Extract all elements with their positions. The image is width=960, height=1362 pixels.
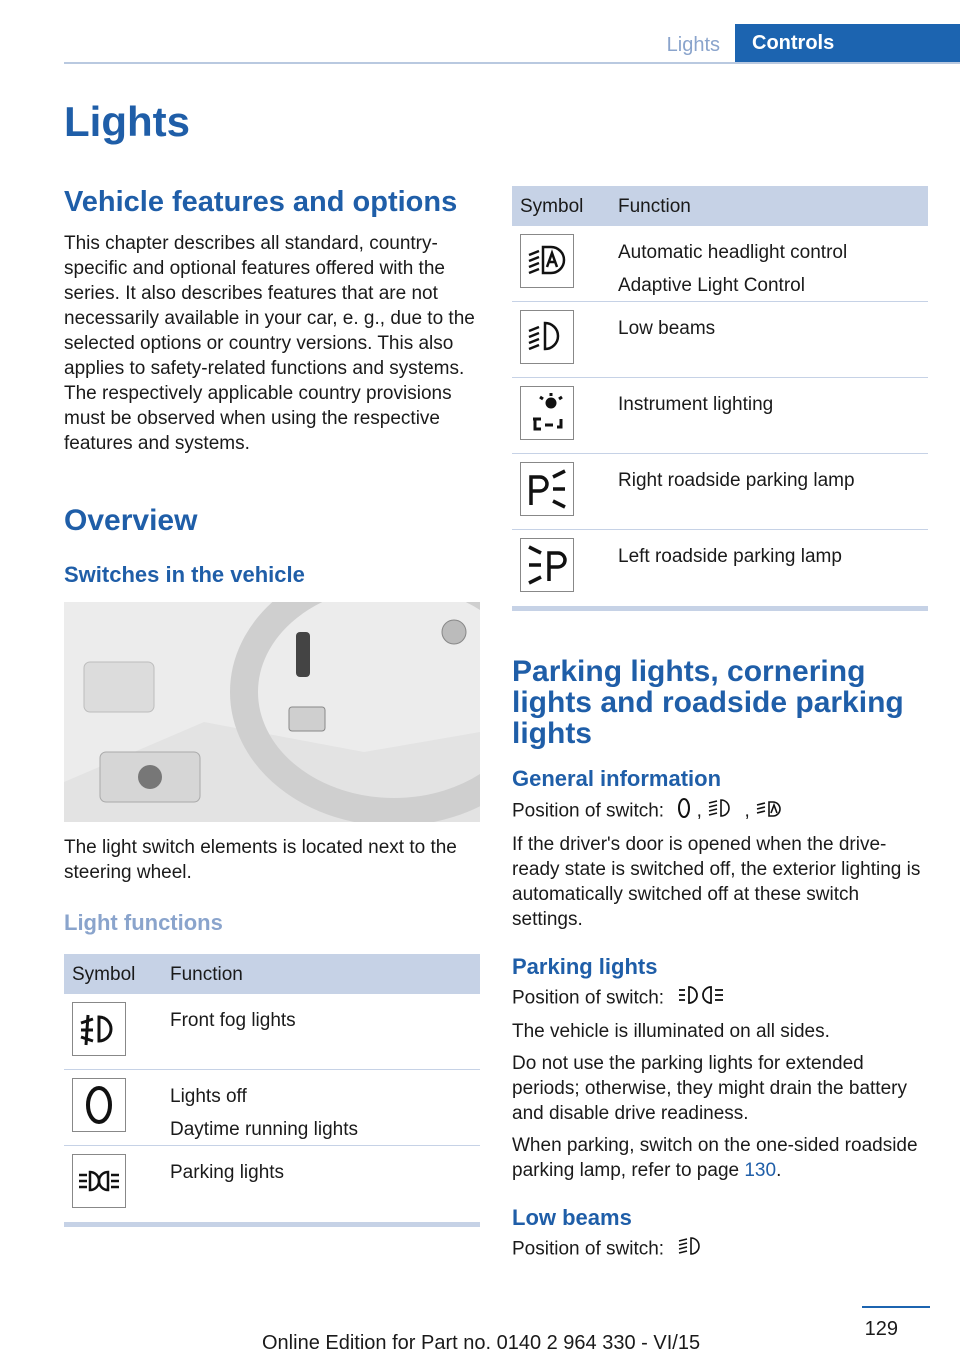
right-parking-lamp-icon xyxy=(520,462,574,516)
parking-text-1: The vehicle is illuminated on all sides. xyxy=(512,1021,830,1042)
function-label: Parking lights xyxy=(170,1162,285,1183)
low-beams-heading: Low beams xyxy=(512,1205,632,1230)
table-row xyxy=(64,1070,480,1146)
switch-caption: The light switch elements is located next to the steering wheel. xyxy=(64,837,457,883)
parking-lights-heading: Parking lights xyxy=(512,954,658,979)
table-row xyxy=(512,378,928,454)
low-beams-icon xyxy=(520,310,574,364)
parking-position-text xyxy=(512,984,932,1013)
position-label: Position of switch: xyxy=(512,987,665,1009)
instrument-lighting-icon xyxy=(520,386,574,440)
function-label: Adaptive Light Control xyxy=(618,275,805,296)
position-label: Position of switch: xyxy=(512,800,665,822)
automatic-headlight-icon xyxy=(520,234,574,288)
function-label: Front fog lights xyxy=(170,1010,296,1031)
page-reference-link[interactable]: 130 xyxy=(744,1160,777,1181)
table-row xyxy=(64,1146,480,1221)
parking-text-3-end: . xyxy=(776,1160,782,1181)
function-label: Lights off xyxy=(170,1086,247,1107)
table-row xyxy=(512,454,928,530)
table-row xyxy=(512,226,928,302)
general-information-heading: General information xyxy=(512,766,722,791)
position-label: Position of switch: xyxy=(512,1238,665,1260)
table-row xyxy=(64,994,480,1070)
function-label: Low beams xyxy=(618,318,716,339)
parking-cornering-heading: Parking lights, cornering lights and roadside parking lights xyxy=(512,655,904,750)
table-end-bar xyxy=(512,606,928,611)
page-title: Lights xyxy=(64,98,190,145)
header-section: Lights xyxy=(666,34,720,56)
col-function: Function xyxy=(170,964,243,985)
table-end-bar xyxy=(64,1222,480,1227)
page-number: 129 xyxy=(864,1318,898,1340)
col-function: Function xyxy=(618,196,691,217)
parking-lights-icon xyxy=(677,984,725,1013)
table-header xyxy=(64,954,480,994)
left-parking-lamp-icon xyxy=(520,538,574,592)
front-fog-lights-icon xyxy=(72,1002,126,1056)
left-column xyxy=(64,186,480,456)
lights-off-icon xyxy=(677,797,691,826)
function-label: Left roadside parking lamp xyxy=(618,546,842,567)
parking-text-2: Do not use the parking lights for extended periods; otherwise, they might drain the battery and disable drive readiness. xyxy=(512,1053,907,1124)
switches-heading: Switches in the vehicle xyxy=(64,562,305,587)
low-beams-icon xyxy=(707,797,739,826)
symbol-function-table xyxy=(512,186,928,612)
parking-lights-icon xyxy=(72,1154,126,1208)
vehicle-switch-photo xyxy=(64,602,480,822)
col-symbol: Symbol xyxy=(520,196,584,217)
table-header xyxy=(512,186,928,226)
function-label: Instrument lighting xyxy=(618,394,774,415)
light-functions-heading: Light functions xyxy=(64,910,223,935)
table-row xyxy=(512,302,928,378)
parking-text-3-body: When parking, switch on the one-sided roadside parking lamp, refer to page xyxy=(512,1135,918,1181)
parking-text-3 xyxy=(512,1133,932,1183)
function-label: Automatic headlight control xyxy=(618,242,848,263)
general-information-text: If the driver's door is opened when the drive-ready state is switched off, the exterior lighting is automatically switched off at these switch settings. xyxy=(512,834,921,930)
light-functions-table xyxy=(64,954,480,1228)
footer-rule xyxy=(862,1306,930,1308)
function-label: Daytime running lights xyxy=(170,1119,358,1140)
low-beams-icon xyxy=(677,1235,709,1264)
automatic-headlight-icon xyxy=(755,797,787,826)
page-header xyxy=(64,24,960,64)
col-symbol: Symbol xyxy=(72,964,136,985)
edition-text: Online Edition for Part no. 0140 2 964 330 - VI/15 xyxy=(262,1332,701,1354)
function-label: Right roadside parking lamp xyxy=(618,470,855,491)
low-position-text xyxy=(512,1235,932,1264)
header-chapter-tab: Controls xyxy=(735,24,960,62)
general-position-text: Position of switch: , , xyxy=(512,797,932,826)
lights-off-icon xyxy=(72,1078,126,1132)
vehicle-features-heading: Vehicle features and options xyxy=(64,186,458,218)
right-column xyxy=(512,656,932,1264)
table-row xyxy=(512,530,928,605)
overview-heading: Overview xyxy=(64,504,198,537)
vehicle-features-text: This chapter describes all standard, country-specific and optional features offered with the series. It also describes features that are not necessarily available in your car, e. g., due to the selected options or country versions. This also applies to safety-related functions and systems. The respectively applicable country provisions must be observed when using the respective features and systems. xyxy=(64,233,475,454)
